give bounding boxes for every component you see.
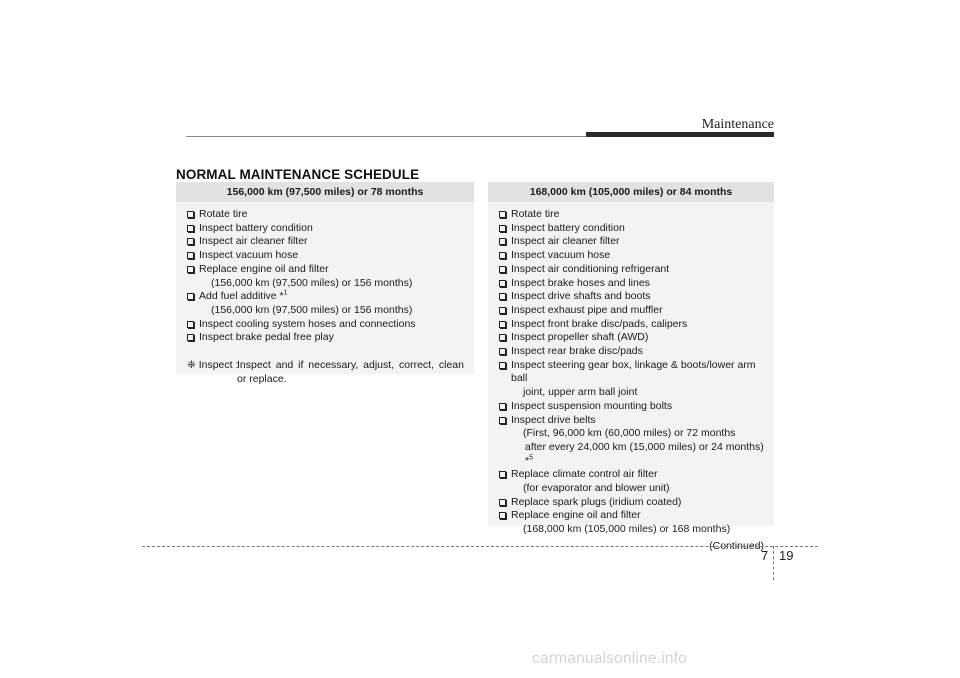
checklist-item <box>499 400 764 414</box>
checklist-item <box>499 304 764 318</box>
checklist-item <box>187 249 464 263</box>
checkbox-square-icon <box>499 499 506 506</box>
item-label: Inspect suspension mounting bolts <box>511 399 673 412</box>
item-label: Inspect front brake disc/pads, calipers <box>511 317 688 330</box>
checklist-item <box>499 222 764 236</box>
item-label: Inspect steering gear box, linkage & boots/lower arm ball <box>511 358 756 385</box>
footer-rule <box>142 546 818 547</box>
checklist-item <box>499 208 764 222</box>
item-detail: (for evaporator and blower unit) <box>523 482 670 495</box>
page-number-divider <box>773 546 774 580</box>
checkbox-square-icon <box>187 252 194 259</box>
checkbox-square-icon <box>499 252 506 259</box>
checkbox-square-icon <box>499 211 506 218</box>
item-label: Inspect air cleaner filter <box>511 235 620 248</box>
checklist-item <box>499 235 764 249</box>
item-detail: (168,000 km (105,000 miles) or 168 months) <box>523 523 731 536</box>
checklist-item <box>499 249 764 263</box>
item-label: Inspect vacuum hose <box>199 249 299 262</box>
checklist-item <box>499 345 764 359</box>
item-label: Inspect drive belts <box>511 413 596 426</box>
item-label: Inspect air conditioning refrigerant <box>511 262 670 275</box>
item-detail: (First, 96,000 km (60,000 miles) or 72 months <box>523 427 736 440</box>
checkbox-square-icon <box>499 293 506 300</box>
item-label: Inspect propeller shaft (AWD) <box>511 331 649 344</box>
checkbox-square-icon <box>499 266 506 273</box>
inspect-note <box>187 359 464 386</box>
checklist-item <box>499 496 764 510</box>
item-label: Replace engine oil and filter <box>511 509 641 522</box>
checkbox-square-icon <box>499 362 506 369</box>
left-schedule-panel <box>176 182 474 385</box>
checkbox-square-icon <box>187 321 194 328</box>
checkbox-square-icon <box>499 334 506 341</box>
item-label: Inspect battery condition <box>199 221 313 234</box>
item-label: Rotate tire <box>511 208 560 220</box>
checklist-item <box>499 331 764 345</box>
checkbox-square-icon <box>499 417 506 424</box>
checklist-item <box>187 290 464 317</box>
item-label: Inspect cooling system hoses and connections <box>199 317 416 330</box>
checkbox-square-icon <box>499 225 506 232</box>
item-detail: joint, upper arm ball joint <box>523 386 638 399</box>
checklist-item <box>499 359 764 400</box>
checklist-item <box>187 222 464 236</box>
header-rule-accent <box>586 132 774 137</box>
item-label: Inspect vacuum hose <box>511 249 611 262</box>
checklist-item <box>187 331 464 345</box>
item-label: Inspect drive shafts and boots <box>511 290 651 303</box>
checkbox-square-icon <box>187 334 194 341</box>
item-detail: (156,000 km (97,500 miles) or 156 months) <box>211 303 413 316</box>
left-panel-body <box>176 202 474 392</box>
right-panel-heading: 168,000 km (105,000 miles) or 84 months <box>488 182 774 202</box>
checkbox-square-icon <box>499 403 506 410</box>
item-label: Rotate tire <box>199 208 248 220</box>
item-detail <box>511 441 764 468</box>
item-label: Inspect air cleaner filter <box>199 235 308 248</box>
section-title: NORMAL MAINTENANCE SCHEDULE <box>176 167 420 182</box>
item-label: Inspect rear brake disc/pads <box>511 345 643 358</box>
checkbox-square-icon <box>499 512 506 519</box>
checklist-item <box>499 468 764 495</box>
checkbox-square-icon <box>187 293 194 300</box>
checklist-item <box>499 263 764 277</box>
item-label: Inspect brake pedal free play <box>199 331 334 344</box>
note-prefix: ❈ Inspect : <box>187 359 239 372</box>
checkbox-square-icon <box>187 211 194 218</box>
item-detail: (156,000 km (97,500 miles) or 156 months) <box>211 276 413 289</box>
checklist-item <box>187 318 464 332</box>
checkbox-square-icon <box>187 238 194 245</box>
checkbox-square-icon <box>499 280 506 287</box>
continued-label: (Continued) <box>709 539 764 552</box>
item-label: Inspect battery condition <box>511 221 625 234</box>
checklist-item <box>187 208 464 222</box>
checkbox-square-icon <box>187 225 194 232</box>
checkbox-square-icon <box>499 307 506 314</box>
checkbox-square-icon <box>499 471 506 478</box>
note-text: Inspect and if necessary, adjust, correct, clean or replace. <box>237 359 464 385</box>
right-panel-body <box>488 202 774 560</box>
page-number: 19 <box>779 548 794 563</box>
watermark: carmanualsonline.info <box>532 650 687 667</box>
checklist-item <box>499 290 764 304</box>
footnote-marker: 1 <box>283 289 288 297</box>
checklist-item <box>499 318 764 332</box>
checklist-item <box>499 277 764 291</box>
header-title: Maintenance <box>701 117 774 132</box>
item-label: Replace climate control air filter <box>511 468 658 481</box>
footnote-marker: 5 <box>529 454 533 462</box>
chapter-number: 7 <box>761 548 769 563</box>
checkbox-square-icon <box>499 348 506 355</box>
item-label: Replace engine oil and filter <box>199 262 329 275</box>
checklist-item <box>187 263 464 290</box>
checklist-item <box>499 509 764 536</box>
item-label: Add fuel additive * <box>199 290 284 303</box>
checklist-item <box>187 235 464 249</box>
item-label: Inspect brake hoses and lines <box>511 276 650 289</box>
checkbox-square-icon <box>187 266 194 273</box>
checklist-item <box>499 414 764 469</box>
right-schedule-panel <box>488 182 774 552</box>
checkbox-square-icon <box>499 238 506 245</box>
checkbox-square-icon <box>499 321 506 328</box>
item-label: Inspect exhaust pipe and muffler <box>511 303 663 316</box>
item-detail-text: after every 24,000 km (15,000 miles) or 24 months) * <box>525 440 764 467</box>
item-label: Replace spark plugs (iridium coated) <box>511 495 682 508</box>
header-rule <box>186 136 586 137</box>
left-panel-heading: 156,000 km (97,500 miles) or 78 months <box>176 182 474 202</box>
